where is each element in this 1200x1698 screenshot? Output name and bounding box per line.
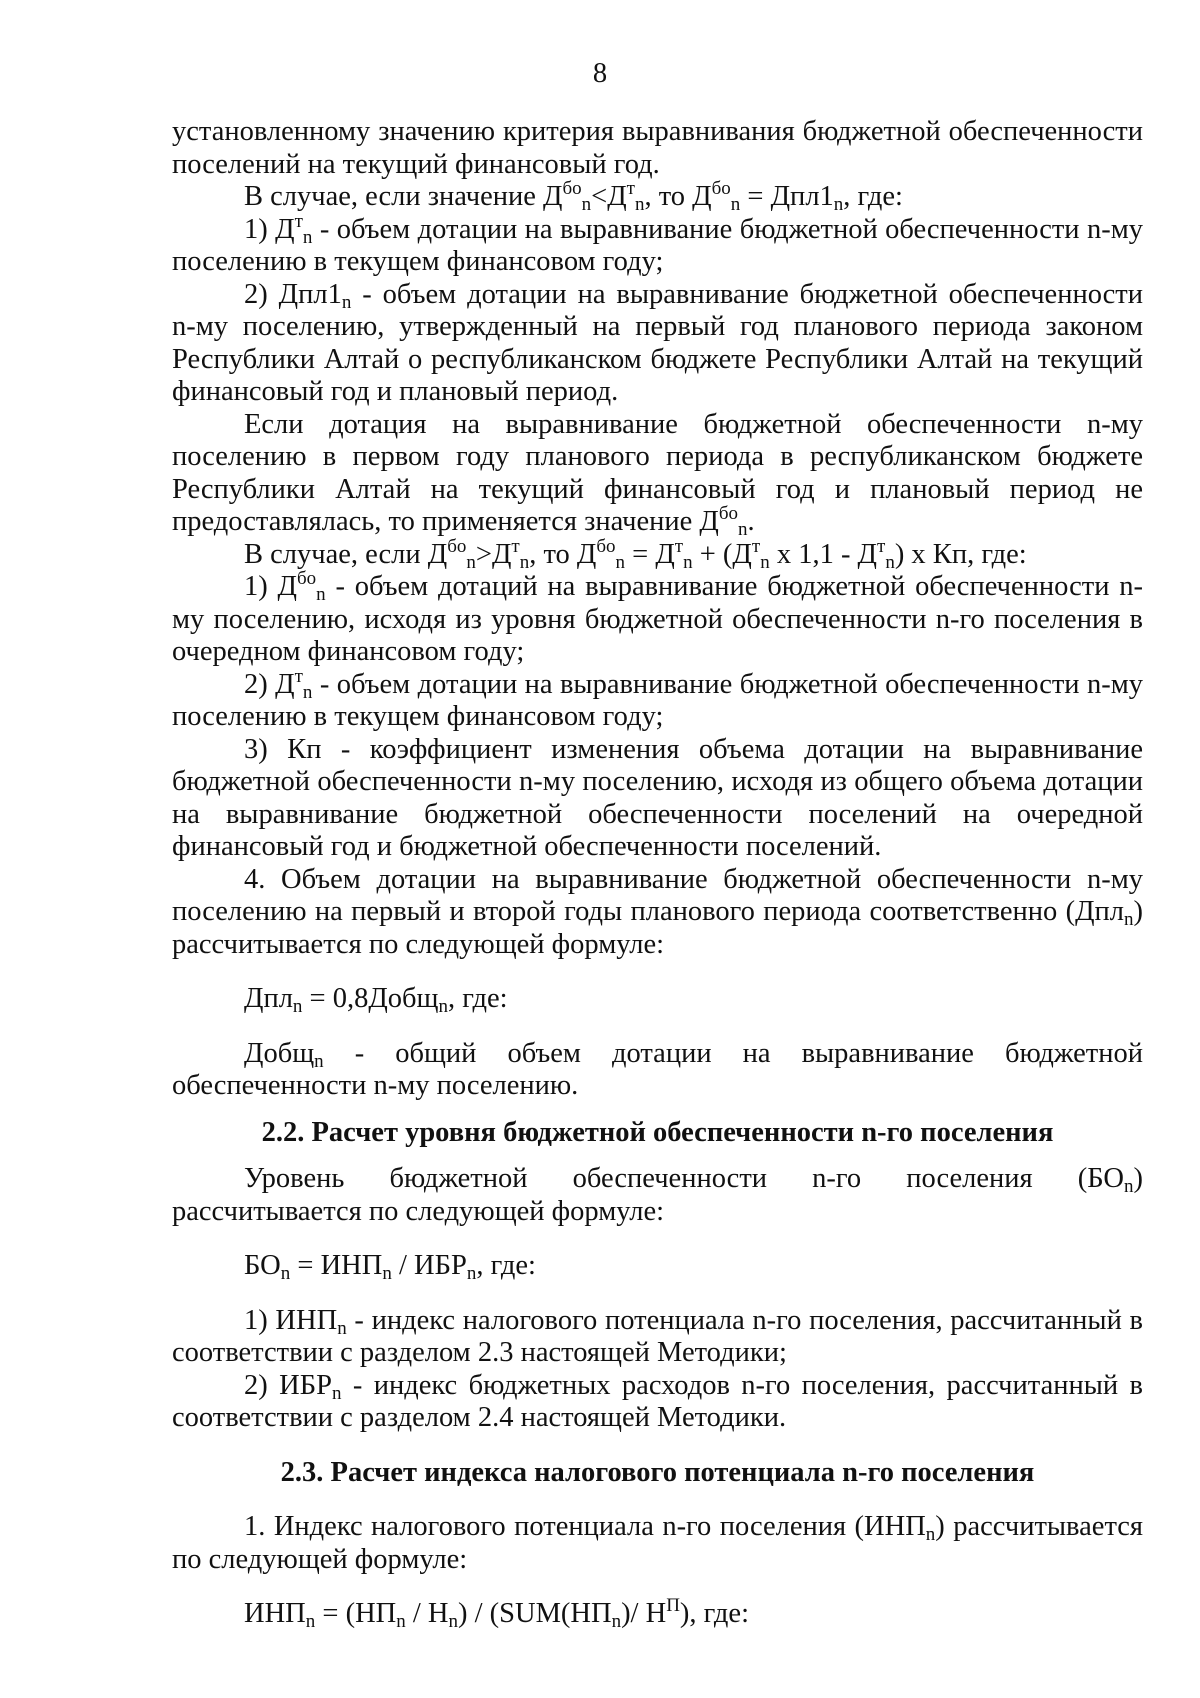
paragraph: В случае, если значение $Д^{бо}_n<Д^т_n$, то $Д^{бо}_n = Дпл1_n$, где:: [244, 178, 903, 215]
paragraph: 1) $Д^т_n$ - объем дотации на выравнивание бюджетной обеспеченности n-му поселению в текущем финансовом году;: [172, 210, 1143, 277]
formula: Дпл$_n$ = 0,8Добщ$_n$, где:: [244, 983, 508, 1017]
page-number: 8: [592, 58, 608, 89]
paragraph: В случае, если $Д^{бо}_n>Д^т_n$, то $Д^{бо}_n = Д^т_n + (Д^т_n$ х $1,1 - Д^т_n$) х Кп, где:: [244, 535, 1027, 573]
paragraph: Добщ$_n$ - общий объем дотации на выравнивание бюджетной обеспеченности n-му поселению.: [172, 1037, 1143, 1101]
formula: $БО_n = ИНП_n / ИБР_n$, где:: [244, 1250, 536, 1284]
paragraph: 2) $Дпл1_n$ - объем дотации на выравнивание бюджетной обеспеченности n-му поселению, утвержденный на первый год планового периода законом Республики Алтай о республиканском бюджете Республики Алтай на текущий финансовый год и плановый период.: [172, 278, 1144, 407]
document-body: [172, 116, 1143, 1631]
paragraph: 3) Кп - коэффициент изменения объема дотации на выравнивание бюджетной обеспеченности n-му поселению, исходя из общего объема дотации на выравнивание бюджетной обеспеченности поселений на очередной финансовый год и бюджетной обеспеченности поселений.: [172, 733, 1143, 862]
paragraph: установленному значению критерия выравнивания бюджетной обеспеченности поселений на текущий финансовый год.: [172, 116, 1143, 180]
paragraph: 1. Индекс налогового потенциала n-го поселения $(ИНП_n)$ рассчитывается по следующей формуле:: [172, 1511, 1144, 1575]
paragraph: 1) $ИНП_n$ - индекс налогового потенциала n-го поселения, рассчитанный в соответствии с разделом 2.3 настоящей Методики;: [172, 1304, 1143, 1368]
paragraph: Если дотация на выравнивание бюджетной обеспеченности n-му поселению в первом году планового периода в республиканском бюджете Республики Алтай на текущий финансовый год и плановый период не предоставлялась, то применяется значение $Д^{бо}_n$.: [172, 408, 1143, 540]
paragraph: 2) $ИБР_n$ - индекс бюджетных расходов n-го поселения, рассчитанный в соответствии с разделом 2.4 настоящей Методики.: [172, 1369, 1143, 1433]
paragraph: 1) $Д^{бо}_n$ - объем дотаций на выравнивание бюджетной обеспеченности n-му поселению, исходя из уровня бюджетной обеспеченности n-го поселения в очередном финансовом году;: [172, 568, 1143, 667]
paragraph: Уровень бюджетной обеспеченности n-го поселения $(БО_n)$ рассчитывается по следующей формуле:: [172, 1163, 1143, 1227]
paragraph: 2) $Д^т_n$ - объем дотации на выравнивание бюджетной обеспеченности n-му поселению в текущем финансовом году;: [172, 665, 1143, 732]
paragraph: 4. Объем дотации на выравнивание бюджетной обеспеченности n-му поселению на первый и второй годы планового периода соответственно (Дпл$_n$) рассчитывается по следующей формуле:: [172, 863, 1143, 960]
section-heading: 2.2. Расчет уровня бюджетной обеспеченности n-го поселения: [261, 1116, 1054, 1148]
formula: $ИНП_n = (НП_n / Н_n) / (SUM(НП_n)/$ $Н^П$), где:: [244, 1595, 750, 1632]
section-heading: 2.3. Расчет индекса налогового потенциала n-го поселения: [280, 1456, 1035, 1488]
